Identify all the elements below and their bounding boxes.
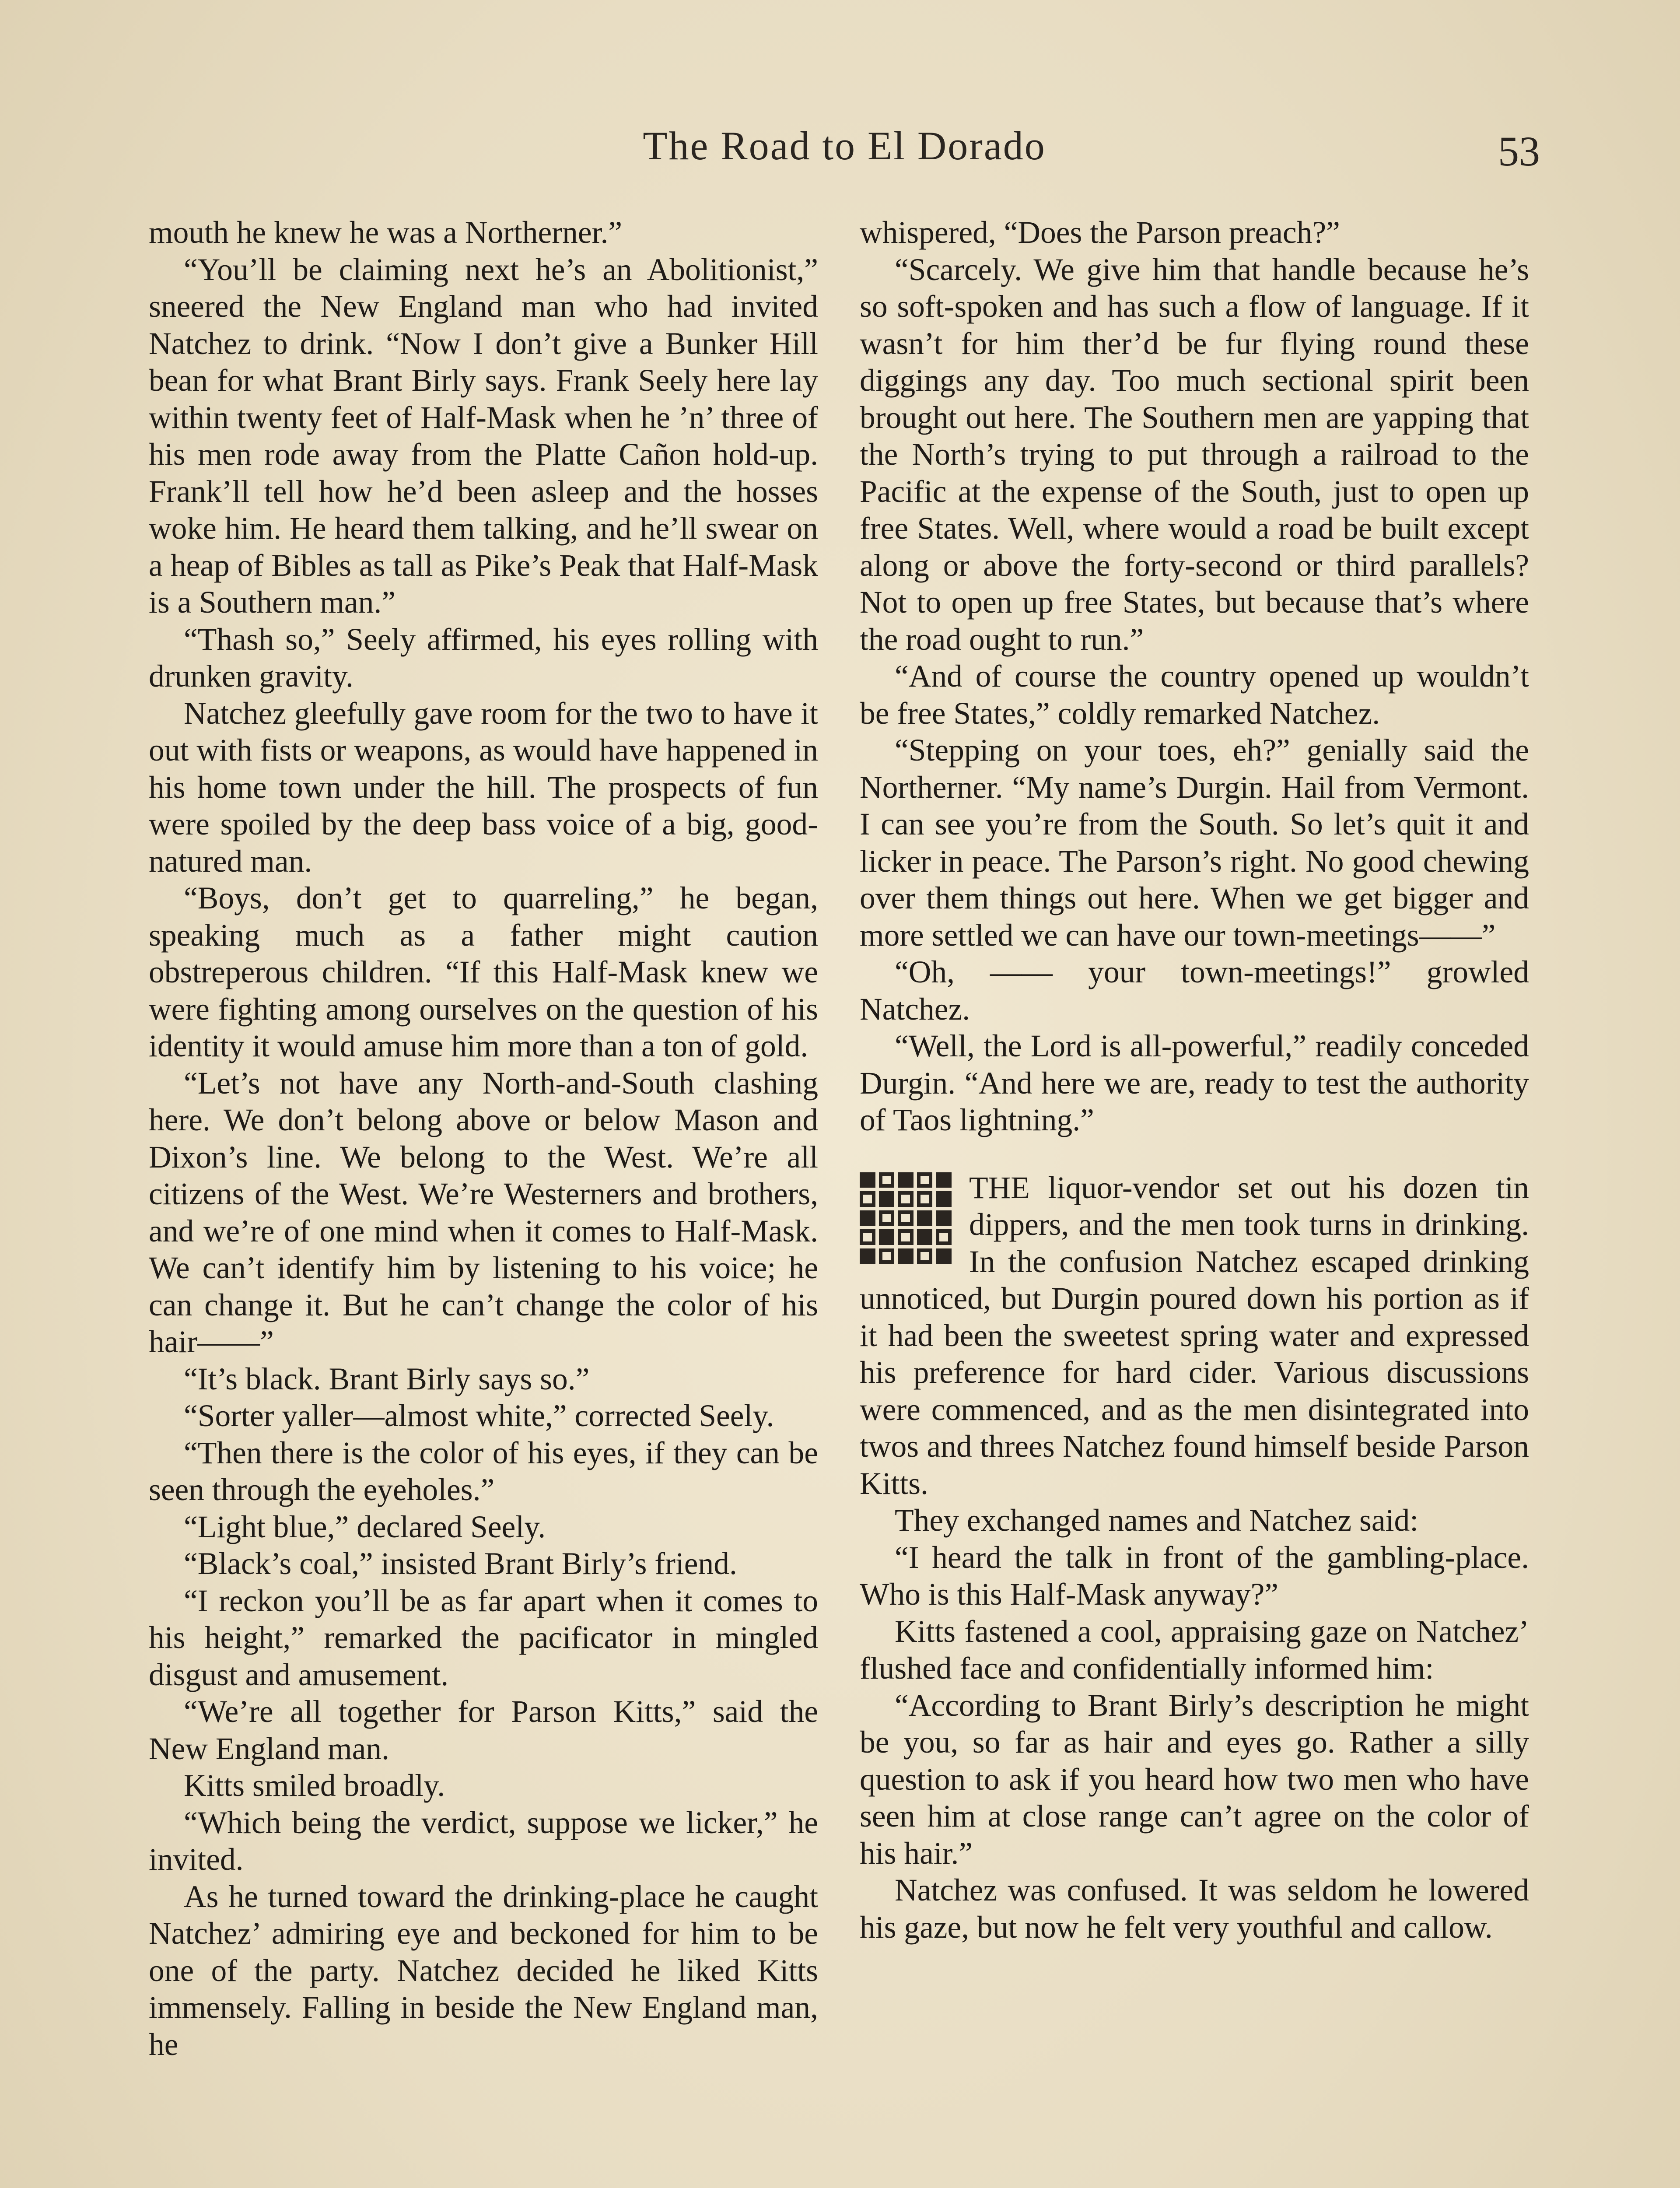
paragraph (860, 954, 1529, 1028)
running-title: The Road to El Dorado (643, 123, 1046, 168)
paragraph (860, 658, 1529, 732)
paragraph-text: “Then there is the color of his eyes, if they can be seen through the eyeholes.” (149, 1435, 818, 1507)
paragraph (860, 1613, 1529, 1687)
paragraph-text: “I heard the talk in front of the gambling-place. Who is this Half-Mask anyway?” (860, 1540, 1529, 1612)
paragraph-text: “Which being the verdict, suppose we licker,” he invited. (149, 1805, 818, 1877)
paragraph (149, 1435, 818, 1509)
paragraph (149, 880, 818, 1065)
paragraph-text: “According to Brant Birly’s description he might be you, so far as hair and eyes go. Rather a silly question to ask if you heard how two men who have seen him at close range can’t agree on the color of his hair.” (860, 1688, 1529, 1871)
paragraph-text: whispered, “Does the Parson preach?” (860, 215, 1340, 250)
paragraph-text: mouth he knew he was a Northerner.” (149, 215, 623, 250)
paragraph-text: “You’ll be claiming next he’s an Abolitionist,” sneered the New England man who had invited Natchez to drink. “Now I don’t give a Bunker Hill bean for what Brant Birly says. Frank Seely here lay within twenty feet of Half-Mask when he ’n’ three of his men rode away from the Platte Cañon hold-up. Frank’ll tell how he’d been asleep and the hosses woke him. He heard them talking, and he’ll swear on a heap of Bibles as tall as Pike’s Peak that Half-Mask is a Southern man.” (149, 252, 818, 620)
paragraph-text: Kitts fastened a cool, appraising gaze on Natchez’ flushed face and confidentially informed him: (860, 1614, 1529, 1686)
paragraph (149, 1065, 818, 1361)
paragraph-text: “And of course the country opened up wouldn’t be free States,” coldly remarked Natchez. (860, 659, 1529, 731)
paragraph (860, 1539, 1529, 1613)
paragraph (149, 1879, 818, 2064)
paragraph-text: Kitts smiled broadly. (184, 1768, 445, 1803)
left-column (149, 214, 818, 2063)
paragraph (149, 1361, 818, 1398)
section-ornament-icon (860, 1172, 952, 1264)
paragraph (860, 1502, 1529, 1539)
running-head (149, 123, 1540, 193)
paragraph (149, 621, 818, 695)
paragraph-text: They exchanged names and Natchez said: (895, 1503, 1419, 1538)
paragraph (860, 252, 1529, 659)
paragraph (860, 1872, 1529, 1946)
paragraph (149, 1546, 818, 1583)
paragraph (860, 1028, 1529, 1139)
paragraph-text: “Well, the Lord is all-powerful,” readily conceded Durgin. “And here we are, ready to test the authority of Taos lightning.” (860, 1029, 1529, 1137)
paragraph-text: “Light blue,” declared Seely. (184, 1509, 546, 1544)
paragraph (149, 252, 818, 621)
paragraph-text: “Stepping on your toes, eh?” genially said the Northerner. “My name’s Durgin. Hail from Vermont. I can see you’re from the South. So let’s quit it and licker in peace. The Parson’s right. No good chewing over them things out here. When we get bigger and more settled we can have our town-meetings——” (860, 733, 1529, 953)
paragraph (149, 1583, 818, 1694)
paragraph-text: “We’re all together for Parson Kitts,” said the New England man. (149, 1694, 818, 1766)
paragraph (149, 1767, 818, 1805)
paragraph-text: “Let’s not have any North-and-South clashing here. We don’t belong above or below Mason and Dixon’s line. We belong to the West. We’re all citizens of the West. We’re Westerners and brothers, and we’re of one mind when it comes to Half-Mask. We can’t identify him by listening to his voice; he can change it. But he can’t change the color of his hair——” (149, 1066, 818, 1359)
paragraph-text: “Boys, don’t get to quarreling,” he began, speaking much as a father might caution obstreperous children. “If this Half-Mask knew we were fighting among ourselves on the question of his identity it would amuse him more than a ton of gold. (149, 881, 818, 1063)
paragraph-text: “Sorter yaller—almost white,” corrected Seely. (184, 1399, 774, 1433)
paragraph-text: “Black’s coal,” insisted Brant Birly’s friend. (184, 1546, 737, 1581)
paragraph-text: Natchez gleefully gave room for the two to have it out with fists or weapons, as would have happened in his home town under the hill. The prospects of fun were spoiled by the deep bass voice of a big, good-natured man. (149, 696, 818, 879)
right-column (860, 214, 1529, 1946)
paragraph-text: Natchez was confused. It was seldom he lowered his gaze, but now he felt very youthful and callow. (860, 1873, 1529, 1945)
paragraph (149, 1509, 818, 1546)
paragraph (149, 1694, 818, 1767)
paragraph-text: “Scarcely. We give him that handle because he’s so soft-spoken and has such a flow of language. If it wasn’t for him ther’d be fur flying round these diggings any day. Too much sectional spirit been brought out here. The Southern men are yapping that the North’s trying to put through a railroad to the Pacific at the expense of the South, just to open up free States. Well, where would a road be built except along or above the forty-second or third parallels? Not to open up free States, but because that’s where the road ought to run.” (860, 252, 1529, 657)
paragraph (149, 1805, 818, 1879)
section-paragraph (860, 1170, 1529, 1503)
paragraph-text: THE liquor-vendor set out his dozen tin dippers, and the men took turns in drinking. In the confusion Natchez escaped drinking unnoticed, but Durgin poured down his portion as if it had been the sweetest spring water and expressed his preference for hard cider. Various discussions were commenced, and as the men disintegrated into twos and threes Natchez found himself beside Parson Kitts. (860, 1170, 1529, 1501)
paragraph (860, 214, 1529, 252)
paragraph-text: “Oh, —— your town-meetings!” growled Natchez. (860, 955, 1529, 1027)
paragraph-text: “I reckon you’ll be as far apart when it comes to his height,” remarked the pacificator in mingled disgust and amusement. (149, 1583, 818, 1692)
paragraph-text: “Thash so,” Seely affirmed, his eyes rolling with drunken gravity. (149, 622, 818, 694)
paragraph (860, 1687, 1529, 1872)
paragraph-text: As he turned toward the drinking-place he caught Natchez’ admiring eye and beckoned for him to be one of the party. Natchez decided he liked Kitts immensely. Falling in beside the New England man, he (149, 1879, 818, 2062)
paragraph (149, 1398, 818, 1435)
paragraph (860, 732, 1529, 954)
paragraph (149, 695, 818, 880)
page-number: 53 (1498, 128, 1540, 175)
paragraph (149, 214, 818, 252)
paragraph-text: “It’s black. Brant Birly says so.” (184, 1361, 590, 1396)
